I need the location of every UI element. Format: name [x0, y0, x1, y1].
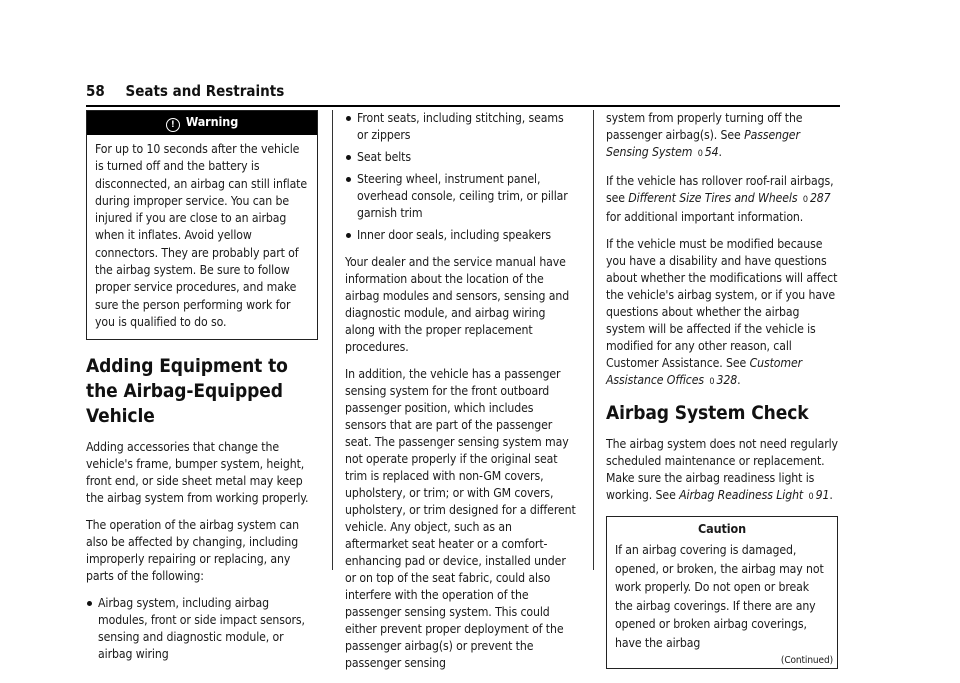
column-divider [593, 110, 594, 570]
continued-label: (Continued) [780, 654, 833, 666]
page-reference[interactable]: 287 [809, 191, 831, 205]
section-heading: Airbag System Check [606, 402, 809, 424]
cross-reference-link[interactable]: Different Size Tires and Wheels [628, 191, 798, 205]
paragraph: In addition, the vehicle has a passenger sensing system for the front outboard passenger position, which includes sensors that are part of the passenger seat. The passenger sensing system may not operate properly if the original seat trim is replaced with non-GM covers, upholstery, or trim; or with GM covers, upholstery, or trim designed for a different vehicle. Any object, such as an aftermarket seat heater or a comfort-enhancing pad or device, installed under or on top of the seat fabric, could also interfere with the operation of the passenger sensing system. This could either prevent proper deployment of the passenger airbag(s) or prevent the passenger sensing [345, 367, 576, 670]
paragraph: Adding accessories that change the vehicle's frame, bumper system, height, front end, or side sheet metal may keep the airbag system from working properly. [86, 440, 309, 506]
page-reference[interactable]: 54 [704, 145, 719, 159]
cross-reference-link[interactable]: Airbag Readiness Light [679, 488, 804, 502]
page-reference-icon: 0 [802, 195, 808, 205]
text-span: If the vehicle must be modified because you have a disability and have questions about whether the modifications will affect the vehicle's airbag system, or if you have questions about whether the airbag system will be affected if the vehicle is modified for any other reason, call Customer Assistance. See [606, 237, 838, 370]
list-item: Seat belts [345, 149, 577, 166]
paragraph: The airbag system does not need regularly scheduled maintenance or replacement. Make sure the airbag readiness light is working. See Airbag Readiness Light 0 91. [606, 437, 838, 502]
list-item: Inner door seals, including speakers [345, 227, 577, 244]
column-1 [86, 110, 318, 673]
page-reference-icon: 0 [808, 492, 814, 502]
bullet-list [86, 595, 318, 663]
exclamation-bubble-icon: ! [166, 118, 180, 132]
warning-header [87, 111, 317, 135]
cross-reference-link[interactable]: Passenger Sensing System [606, 128, 800, 159]
header-rule [86, 105, 840, 107]
paragraph: Your dealer and the service manual have information about the location of the airbag modules and sensors, sensing and diagnostic module, and airbag wiring along with the proper replacement procedures. [345, 255, 570, 354]
column-divider [332, 110, 333, 570]
text-span: system from properly turning off the passenger airbag(s). See [606, 111, 803, 142]
list-item: Steering wheel, instrument panel, overhead console, ceiling trim, or pillar garnish trim [345, 171, 577, 222]
warning-text: For up to 10 seconds after the vehicle is turned off and the battery is disconnected, an airbag can still inflate during improper service. You can be injured if you are close to an airbag when it inflates. Avoid yellow connectors. They are probably part of the airbag system. Be sure to follow proper service procedures, and make sure the person performing work for you is qualified to do so. [95, 142, 308, 329]
page-reference[interactable]: 91 [815, 488, 830, 502]
text-span: The airbag system does not need regularly scheduled maintenance or replacement. Make sure the airbag readiness light is working. See [606, 437, 838, 502]
warning-box [86, 110, 318, 340]
page-reference-icon: 0 [697, 149, 703, 159]
page-header [86, 82, 284, 100]
bullet-list [345, 110, 577, 244]
page-reference[interactable]: 328 [716, 373, 738, 387]
paragraph: The operation of the airbag system can also be affected by changing, including improperly repairing or replacing, any parts of the following: [86, 518, 299, 584]
section-title: Seats and Restraints [125, 82, 285, 100]
section-heading: Adding Equipment to the Airbag-Equipped Vehicle [86, 355, 288, 428]
caution-title: Caution [697, 521, 747, 536]
paragraph: If the vehicle must be modified because you have a disability and have questions about whether the modifications will affect the vehicle's airbag system, or if you have questions about whether the airbag system will be affected if the vehicle is modified for any other reason, call Customer Assistance. See Customer Assistance Offices 0 328. [606, 237, 838, 387]
text-span: for additional important information. [606, 210, 804, 224]
paragraph [606, 173, 838, 226]
cross-reference-link[interactable]: Customer Assistance Offices [606, 356, 803, 387]
warning-title: Warning [185, 114, 239, 129]
paragraph: system from properly turning off the passenger airbag(s). See Passenger Sensing System 0 54. [606, 111, 803, 159]
page-number: 58 [86, 82, 105, 100]
list-item: Front seats, including stitching, seams or zippers [345, 110, 577, 144]
list-item: Airbag system, including airbag modules, front or side impact sensors, sensing and diagnostic module, or airbag wiring [86, 595, 318, 663]
text-span: If the vehicle has rollover roof-rail airbags, see [606, 174, 834, 205]
page-reference-icon: 0 [709, 377, 715, 387]
caution-text: If an airbag covering is damaged, opened, or broken, the airbag may not work properly. Do not open or break the airbag coverings. If there are any opened or broken airbag coverings, have the airbag [615, 543, 824, 650]
caution-box [606, 516, 838, 669]
column-2 [345, 110, 577, 682]
column-3 [606, 110, 838, 683]
